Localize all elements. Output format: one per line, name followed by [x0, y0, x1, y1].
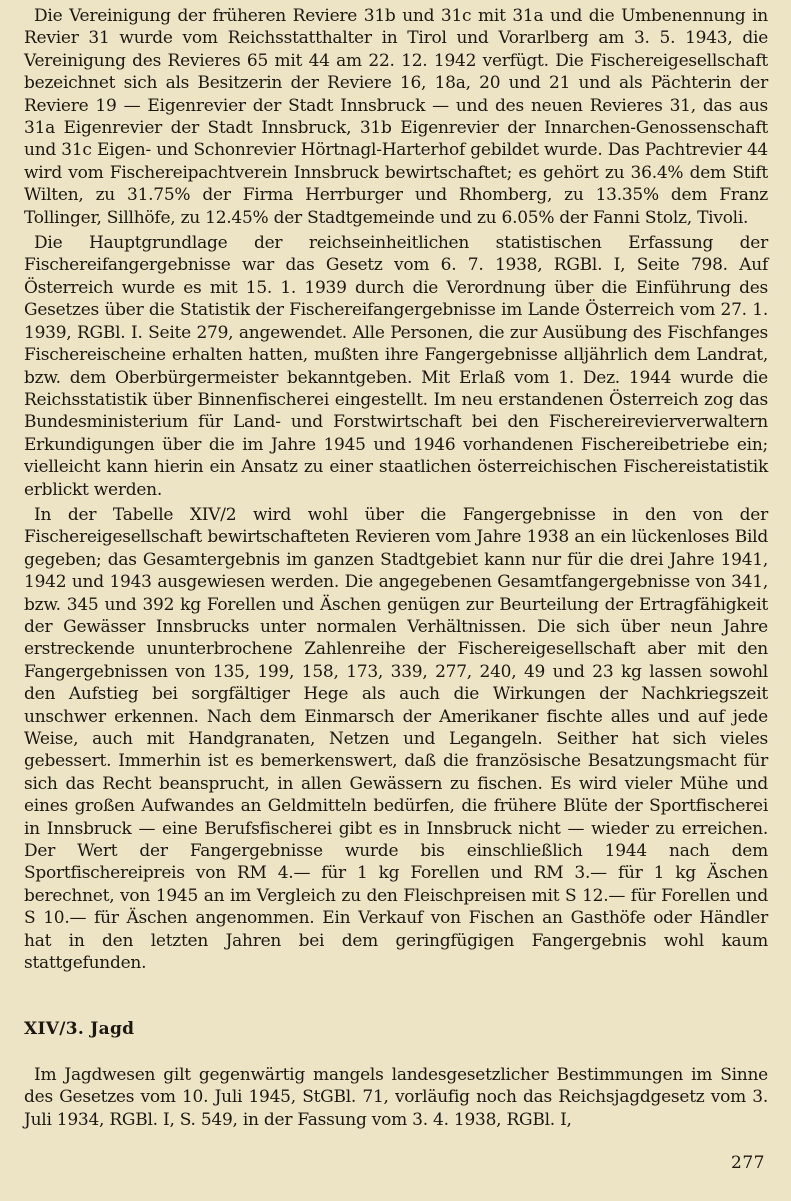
paragraph-fishery-reviere: Die Vereinigung der früheren Reviere 31b und 31c mit 31a und die Umbenennung in Revier 31 wurde vom Reichsstatthalter in Tirol und Vorarlberg am 3. 5. 1943, die Vereinigung des Revieres 65 mit 44 am 22. 12. 1942 verfügt. Die Fischereigesellschaft bezeichnet sich als Besitzerin der Reviere 16, 18a, 20 und 21 und als Pächterin der Reviere 19 — Eigenrevier der Stadt Innsbruck — und des neuen Revieres 31, das aus 31a Eigenrevier der Stadt Innsbruck, 31b Eigenrevier der Innarchen-Genossenschaft und 31c Eigen- und Schonrevier Hörtnagl-Harterhof gebildet wurde. Das Pachtrevier 44 wird vom Fischereipachtverein Innsbruck bewirtschaftet; es gehört zu 36.4% dem Stift Wilten, zu 31.75% der Firma Herrburger und Rhomberg, zu 13.35% dem Franz Tollinger, Sillhöfe, zu 12.45% der Stadtgemeinde und zu 6.05% der Fanni Stolz, Tivoli. — [24, 6, 768, 228]
section-heading-jagd: XIV/3. Jagd — [24, 1019, 135, 1039]
paragraph-jagd: Im Jagdwesen gilt gegenwärtig mangels landesgesetzlicher Bestimmungen im Sinne des Gesetzes vom 10. Juli 1945, StGBl. 71, vorläufig noch das Reichsjagdgesetz vom 3. Juli 1934, RGBl. I, S. 549, in der Fassung vom 3. 4. 1938, RGBl. I, — [24, 1065, 768, 1130]
hunting-text-block — [24, 1064, 768, 1131]
paragraph-fishery-results: In der Tabelle XIV/2 wird wohl über die Fangergebnisse in den von der Fischereigesellschaft bewirtschafteten Revieren vom Jahre 1938 an ein lückenloses Bild gegeben; das Gesamtergebnis im ganzen Stadtgebiet kann nur für die drei Jahre 1941, 1942 und 1943 ausgewiesen werden. Die angegebenen Gesamtfangergebnisse von 341, bzw. 345 und 392 kg Forellen und Äschen genügen zur Beurteilung der Ertragfähigkeit der Gewässer Innsbrucks unter normalen Verhältnissen. Die sich über neun Jahre erstreckende ununterbrochene Zahlenreihe der Fischereigesellschaft aber mit den Fangergebnissen von 135, 199, 158, 173, 339, 277, 240, 49 und 23 kg lassen sowohl den Aufstieg bei sorgfältiger Hege als auch die Wirkungen der Nachkriegszeit unschwer erkennen. Nach dem Einmarsch der Amerikaner fischte alles und auf jede Weise, auch mit Handgranaten, Netzen und Legangeln. Seither hat sich vieles gebessert. Immerhin ist es bemerkenswert, daß die französische Besatzungsmacht für sich das Recht beansprucht, in allen Gewässern zu fischen. Es wird vieler Mühe und eines großen Aufwandes an Geldmitteln bedürfen, die frühere Blüte der Sportfischerei in Innsbruck — eine Berufsfischerei gibt es in Innsbruck nicht — wieder zu erreichen. Der Wert der Fangergebnisse wurde bis einschließlich 1944 nach dem Sportfischereipreis von RM 4.— für 1 kg Forellen und RM 3.— für 1 kg Äschen berechnet, von 1945 an im Vergleich zu den Fleischpreisen mit S 12.— für Forellen und S 10.— für Äschen angenommen. Ein Verkauf von Fischen an Gasthöfe oder Händler hat in den letzten Jahren bei dem geringfügigen Fangergebnis wohl kaum stattgefunden. — [24, 504, 768, 974]
fishery-text-block — [24, 5, 768, 974]
paragraph-fishery-statistics: Die Hauptgrundlage der reichseinheitlichen statistischen Erfassung der Fischereifangergebnisse war das Gesetz vom 6. 7. 1938, RGBl. I, Seite 798. Auf Österreich wurde es mit 15. 1. 1939 durch die Verordnung über die Einführung des Gesetzes über die Statistik der Fischereifangergebnisse im Lande Österreich vom 27. 1. 1939, RGBl. I. Seite 279, angewendet. Alle Personen, die zur Ausübung des Fischfanges Fischereischeine erhalten hatten, mußten ihre Fangergebnisse alljährlich dem Landrat, bzw. dem Oberbürgermeister bekanntgeben. Mit Erlaß vom 1. Dez. 1944 wurde die Reichsstatistik über Binnenfischerei eingestellt. Im neu erstandenen Österreich zog das Bundesministerium für Land- und Forstwirtschaft bei den Fischereirevierverwaltern Erkundigungen über die im Jahre 1945 und 1946 vorhandenen Fischereibetriebe ein; vielleicht kann hierin ein Ansatz zu einer staatlichen österreichischen Fischereistatistik erblickt werden. — [24, 233, 768, 500]
page-number: 277 — [731, 1153, 765, 1173]
